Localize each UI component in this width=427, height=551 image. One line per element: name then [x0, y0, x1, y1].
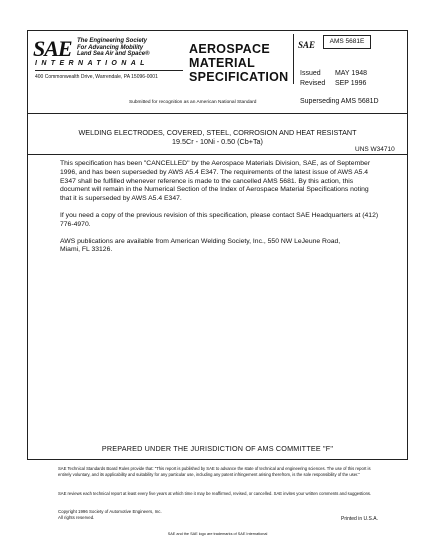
jurisdiction-line: PREPARED UNDER THE JURISDICTION OF AMS COMMITTEE "F" [101, 444, 334, 453]
revised-date: SEP 1996 [334, 80, 367, 87]
aws-address-line: AWS publications are available from American Welding Society, Inc., 550 NW LeJeune Road, [60, 237, 341, 245]
superseding-note: Superseding AMS 5681D [300, 98, 379, 105]
logo-tagline [77, 38, 150, 58]
subject-title: WELDING ELECTRODES, COVERED, STEEL, CORROSION AND HEAT RESISTANT [78, 128, 357, 137]
review-note: SAE reviews each technical report at least every five years at which time it may be reaffirmed, revised, or cancelled. SAE invites your written comments and suggestions. [58, 491, 372, 496]
spec-number-box: AMS 5681E [323, 35, 371, 49]
header-divider [293, 34, 294, 84]
uns-number: UNS W34710 [355, 146, 395, 153]
document-header [27, 30, 408, 118]
subject-block [27, 128, 408, 146]
document-title [189, 42, 289, 84]
aws-paragraph [60, 238, 380, 256]
document-body [60, 160, 380, 263]
sae-address: 400 Commonwealth Drive, Warrendale, PA 15096-0001 [35, 74, 158, 80]
copyright-block [58, 509, 162, 520]
tagline-line: For Advancing Mobility [77, 44, 144, 51]
title-line: MATERIAL [189, 56, 256, 70]
printed-in: Printed in U.S.A. [341, 516, 378, 522]
aws-city-line: Miami, FL 33126. [60, 246, 113, 254]
mini-sae-logo: SAE [298, 40, 316, 50]
revised-label: Revised [300, 80, 326, 87]
header-rule [27, 113, 408, 114]
title-line: AEROSPACE [189, 42, 270, 56]
ansi-submission-note: Submitted for recognition as an American National Standard [129, 100, 257, 105]
tagline-line: The Engineering Society [77, 38, 148, 44]
revised-row [300, 80, 366, 87]
subject-composition: 19.5Cr - 10Ni - 0.50 (Cb+Ta) [172, 137, 263, 146]
rights-line: All rights reserved. [58, 514, 95, 520]
cancellation-paragraph: This specification has been "CANCELLED" by the Aerospace Materials Division, SAE, as of September 1996, and has been superseded by AWS A5.4 E347. The requirements of the latest issue of AWS A5.4 E347 shall be fulfilled whenever reference is made to the cancelled AMS 5681. By this action, this document will remain in the Numerical Section of the Index of Aerospace Material Specifications noting that it is superseded by AWS A5.4 E347. [60, 160, 371, 203]
sae-logo: SAE [33, 36, 72, 61]
issued-label: Issued [300, 70, 321, 77]
tagline-line: Land Sea Air and Space® [77, 51, 150, 57]
previous-revision-paragraph: If you need a copy of the previous revision of this specification, please contact SAE Headquarters at (412) 776-4970. [60, 211, 379, 228]
technical-board-note: SAE Technical Standards Board Rules provide that: "This report is published by SAE to advance the state of technical and engineering sciences. The use of this report is entirely voluntary, and its applicability and suitability for any particular use, including any patent infringement arising therefrom, is the sole responsibility of the user." [58, 466, 371, 477]
subject-rule [27, 154, 408, 155]
title-line: SPECIFICATION [189, 70, 289, 84]
international-wordmark: INTERNATIONAL [35, 60, 149, 67]
copyright-line: Copyright 1996 Society of Automotive Engineers, Inc. [58, 509, 162, 514]
trademark-note: SAE and the SAE logo are trademarks of SAE International [167, 532, 268, 536]
logo-divider [35, 70, 183, 71]
issued-row [300, 70, 367, 77]
issued-date: MAY 1948 [334, 70, 367, 77]
sae-logo-block [33, 36, 191, 82]
